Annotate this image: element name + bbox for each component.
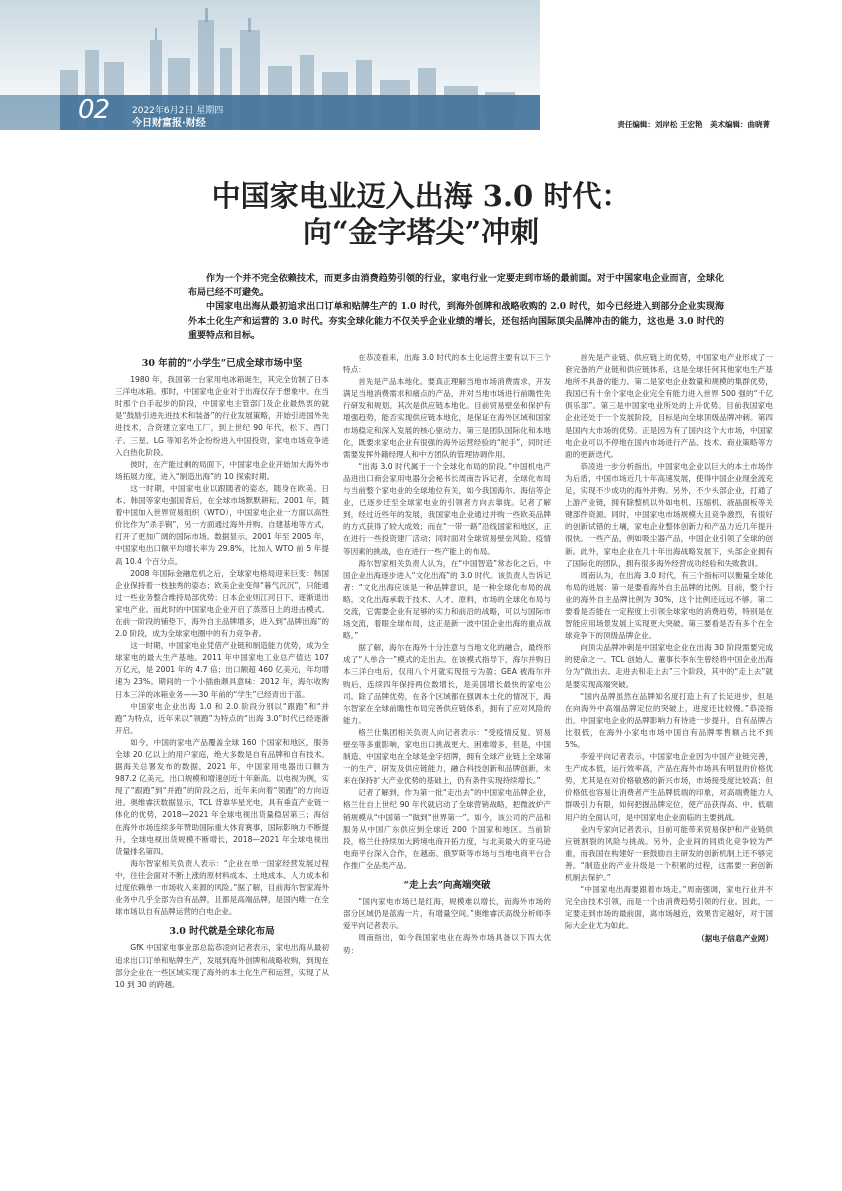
lead-paragraph: 作为一个并不完全依赖技术，而更多由消费趋势引领的行业，家电行业一定要走到市场的最前面。对于中国家电企业而言，全球化布局已经不可避免。 [188, 274, 724, 299]
column-1 [115, 356, 329, 991]
paragraph: “国内家电市场已是红海，规模难以增长，而海外市场的部分区域仍是蓝海一片，有增量空间。”奥维睿沃高级分析师李爱平向记者表示。 [343, 897, 551, 931]
paragraph: 格兰仕集团相关负责人向记者表示：“受疫情反复、贸易壁垒等多重影响，家电出口挑战更大、困难增多，但是，中国制造、中国家电在全球是金字招牌，拥有全球产业链上全球第一的生产、研发及供应链能力，融合科技创新和品牌创新，未来在保持扩大产业优势的基础上，仍有条件实现持续增长。” [343, 727, 551, 786]
paragraph: 据了解，海尔在海外十分注意与当地文化的融合，最终形成了“人单合一”模式的走出去。在该模式指导下，海尔并购日本三洋白电后，仅用八个月就实现扭亏为盈；GEA 被海尔并购后，连续四年保持两位数增长，是美国增长最快的家电公司。除了品牌优势，在各个区域都在强调本土化的情况下，海尔智家在全球前瞻性布局完善供应链体系，拥有了应对风险的能力。 [343, 643, 551, 725]
paragraph: 周南认为，在出海 3.0 时代，有三个指标可以衡量全球化布局的进展：第一是要看海外自主品牌的比例。目前，整个行业的海外自主品牌比例为 30%，这个比例还远远不够。第二要看是否能在一定程度上引领全球家电的消费趋势，特别是在智能应用场景发展上实现更大突破。第三要看是否有多个在全球竞争下的顶级品牌企业。 [565, 570, 773, 641]
paragraph: 海尔智家相关负责人认为，在“中国智造”常态化之后，中国企业出海逐步进入“文化出海”的 3.0 时代。该负责人告诉记者：“文化出海应该是一种品牌意识，是一种全球化布局的战略。文化出海承载于技术、人才、原料，市场的全球化布局与交流，它需要企业有足够的实力和前沿的战略，可以与国际市场交流，着眼全球布局，这正是新一波中国企业出海的重点战略。” [343, 558, 551, 641]
paragraph: 如今，中国的家电产品覆盖全球 160 个国家和地区，服务全球 20 亿以上的用户家庭，绝大多数是自有品牌和自有技术。据海关总署发布的数据，2021 年，中国家用电器出口额为 987.2 亿美元，出口规模和增速创近十年新高。以电视为例，实现了“跟跑”到“并跑”的阶段之后，近年来向着“领跑”的方向迈进。奥维睿沃数据显示，TCL 背靠华星光电，具有垂直产业链一体化的优势，2018—2021 年全球电视出货量稳居第三；海信在海外市场连续多年赞助国际重大体育赛事，国际影响力不断提升，全球电视出货规模不断增长，2018—2021 年全球电视出货量排名第四。 [115, 737, 329, 856]
paragraph: 在恭凌看来，出海 3.0 时代的本土化运营主要有以下三个特点： [343, 353, 551, 375]
paragraph: 周南指出，如今我国家电业在海外市场具备以下四大优势： [343, 933, 551, 955]
paragraph: 中国家电企业出海 1.0 和 2.0 阶段分别以“跟跑”和“并跑”为特点，近年来以“领跑”为特点的“出海 3.0”时代已经逐渐开启。 [115, 701, 329, 735]
paragraph: 海尔智家相关负责人表示：“企业在单一国家经营发展过程中，往往会面对不断上涨的原材料成本、土地成本、人力成本和过度依赖单一市场收入来源的风险。”据了解，目前海尔智家海外业务中几乎全部为自有品牌，且都是高端品牌，是国内唯一在全球市场以自有品牌运营的白电企业。 [115, 858, 329, 917]
page-number: 02 [78, 95, 110, 125]
paragraph: 首先是产业链、供应链上的优势，中国家电产业形成了一套完备的产业链和供应链体系，这是全球任何其他家电生产基地所不具备的能力。第二是家电企业数量和规模的集群优势，我国已有十余个家电企业完全有能力进入世界 500 强的“千亿俱乐部”。第三是中国家电业所处的上升优势。目前我国家电企业还处于一个发展阶段，目标是向全球顶级品牌冲刺。第四是国内大市场的优势。正是因为有了国内这个大市场，中国家电企业可以不停地在国内市场进行产品、技术、商业策略等方面的更新迭代。 [565, 353, 773, 459]
paragraph: 彼时，在产能过剩的局面下，中国家电企业开始加大海外市场拓展力度，进入“制造出海”的 10 探索时期。 [115, 459, 329, 481]
lead-paragraph: 中国家电出海从最初追求出口订单和贴牌生产的 1.0 时代，到海外创牌和战略收购的 2.0 时代，如今已经进入到部分企业实现海外本土化生产和运营的 3.0 时代。夯实全球化能力不仅关乎企业业绩的增长，还包括向国际顶尖品牌冲击的能力，这也是 3.0 时代的重要特点和目标。 [188, 302, 724, 341]
subheading: 30 年前的“小学生”已成全球市场中坚 [141, 358, 303, 369]
article-lead [188, 272, 724, 343]
title-line-1: 中国家电业迈入出海 3.0 时代： [211, 179, 631, 213]
paragraph: “国内品牌虽然在品牌知名度打造上有了长足进步，但是在向海外中高端品牌定位的突破上，进度还比较慢。”恭凌指出，中国家电企业的品牌影响力有待进一步提升，自有品牌占比很低，在海外小家电市场中国自有品牌零售额占比不到 5%。 [565, 691, 773, 749]
title-line-2: 向“金字塔尖”冲刺 [302, 215, 540, 249]
paragraph: “中国家电出海要跟着市场走。”周南强调，家电行业并不完全由技术引领，而是一个由消费趋势引领的行业。因此，一定要走到市场的最前面，离市场越近，效果肯定越好，对于国际大企业尤为如此。 [565, 885, 773, 931]
paragraph: 向顶尖品牌冲刺是中国家电企业在出海 30 阶段需要完成的使命之一。TCL 创始人、董事长李东生曾经将中国企业出海分为“做出去、走进去和走上去”三个阶段，其中的“走上去”就是要实现高端突破。 [565, 643, 773, 689]
subheading: “走上去”向高端突破 [403, 880, 491, 892]
editor-credits: 责任编辑：刘岸松 王宏艳 美术编辑：曲晓菁 [617, 120, 770, 129]
paragraph: GfK 中国家电事业部总监恭凌向记者表示，家电出海从最初追求出口订单和贴牌生产，发展到海外创牌和战略收购，到现在部分企业在一些区域实现了海外的本土化生产和运营，实现了从 10 到 30 的跨越。 [115, 943, 329, 989]
paragraph: 恭凌进一步分析指出，中国家电企业以巨大的本土市场作为后盾，中国市场近几十年高速发展，使得中国企业现金流充足，实现不少成功的海外并购。另外，不少头部企业，打通了上游产业链，拥有除整机以外如电机、压缩机、液晶面板等关键部件资源。同时，中国家电市场规模大且竞争激烈，有很好的创新试错的土壤，家电企业整体创新力和产品力近几年提升很快。一些产品，例如吸尘器产品，中国企业引领了全球的创新。此外，家电企业在几十年出海战略发展下，头部企业拥有了国际化的团队，拥有很多海外经营成功经验和失败教训。 [565, 461, 773, 568]
paragraph: 首先是产品本地化。要真正理解当地市场消费需求，开发满足当地消费需求和痛点的产品，并对当地市场进行前瞻性先行研发和规划。其次是供应链本地化。目前贸易壁垒和保护有增强趋势，能否实现供应链本地化，是保证在海外区域和国家市场稳定和深入发展的核心驱动力。第三是团队国际化和本地化，既要求家电企业有很强的海外运营经验的“舵手”，同时还需要发挥外籍经理人和中方团队的管理协调作用。 [343, 377, 551, 459]
column-2 [343, 352, 551, 957]
source-byline: （据电子信息产业网） [697, 933, 773, 943]
paragraph: 李爱平向记者表示，中国家电企业因为中国产业链完善，生产成本低，运行效率高，产品在海外市场具有明显的价格优势，尤其是在对价格敏感的新兴市场，市场接受度比较高；但价格低也容易让消费者产生品牌低端的印象，对高端费能力人群吸引力有限，如何把握品牌定位，使产品获得高、中、低端用户的全面认可，是中国家电企业面临的主要挑战。 [565, 752, 773, 822]
paragraph: 1980 年，我国第一台家用电冰箱诞生，其完全仿制了日本三洋电冰箱。那时，中国家电企业对于出海仅存于想象中。在当时那个白手起步的阶段，中国家电主管部门及企业最热衷的就是“鼓励引进先进技术和装备”的行业发展策略，开始引进国外先进技术，合资建立家电工厂，到上世纪 90 年代，松下、西门子、三星、LG 等知名外企纷纷进入中国投资，家电市场竞争进入白热化阶段。 [115, 375, 329, 457]
paragraph: “出海 3.0 时代属于一个全球化布局的阶段。”中国机电产品进出口商会家用电器分会秘书长周南告诉记者，全球化布局与当前整个家电业的全球地位有关，如今我国海尔、海信等企业，已逐步迁至全球家电业的引领者方向去靠拢。记者了解到，经过近些年的发展，我国家电企业通过并购一些欧美品牌的方式获得了较大成效；而在“一带一路”沿线国家和地区，正在进行一些投资建厂活动；同时面对全球贸易壁垒风险、疫情等因素的挑战，也在进行一些产能上的布局。 [343, 461, 551, 556]
page-header [0, 0, 842, 130]
article-title [80, 178, 762, 250]
paragraph: 这一时期，中国家电业凭借产业链和制造能力优势，成为全球家电的最大生产基地。2011 年中国家电工业总产值达 107 万亿元，是 2001 年的 4.7 倍；出口额超 460 亿美元，年均增速为 23%。期间的一个小插曲颇具意味：2012 年，海尔收购日本三洋的冰箱业务——30 年前的“学生”已经青出于蓝。 [115, 641, 329, 699]
paragraph: 业内专家向记者表示，目前可能带来贸易保护和产业链供应链割裂的风险与挑战。另外，企业间的同质化竞争较为严重，而我国在构建好一套鼓励自主研发的创新机制上还不够完善。“制造业的产业升级是一个积累的过程，这需要一套创新机制去保护。” [565, 824, 773, 883]
section-title: 今日财富报·财经 [132, 118, 206, 129]
issue-date: 2022年6月2日 星期四 [132, 106, 224, 116]
paragraph: 2008 年国际金融危机之后，全球家电格局迎来巨变：韩国企业保持着一枝独秀的姿态；欧美企业变得“暮气沉沉”，只能通过一些业务整合维持局部优势；日本企业则江河日下，逐渐退出家电产业。而此时的中国家电企业开启了蒸蒸日上的进击模式。在前一阶段的铺垫下，海外自主品牌增多，进入到“品牌出海”的 2.0 阶段，成为全球家电圈中的有力竞争者。 [115, 568, 329, 639]
paragraph: 记者了解到，作为第一批“走出去”的中国家电品牌企业，格兰仕自上世纪 90 年代就启动了全球营销战略，把微波炉产销规模从“中国第一”做到“世界第一”。如今，该公司的产品和服务从中国广东供应到全球近 200 个国家和地区。当前阶段，格兰仕持续加大跨境电商开拓力度，与北美最大的亚马逊电商平台深入合作，在越南、俄罗斯等市场与当地电商平台合作推广全品类产品。 [343, 788, 551, 870]
paragraph: 这一时期，中国家电业以跟随者的姿态，随身在欧美、日本、韩国等家电强国背后，在全球市场默默耕耘。2001 年，随着中国加入世界贸易组织（WTO），中国家电企业一方面以高性价比作为“杀手锏”，另一方面通过海外并购、自建基地等方式，打开了更加广阔的国际市场。数据显示，2001 年至 2005 年，中国家电出口额平均增长率为 29.8%，比加入 WTO 前 5 年提高 10.4 个百分点。 [115, 483, 329, 566]
subheading: 3.0 时代就是全球化布局 [169, 926, 275, 938]
column-3 [565, 352, 773, 945]
